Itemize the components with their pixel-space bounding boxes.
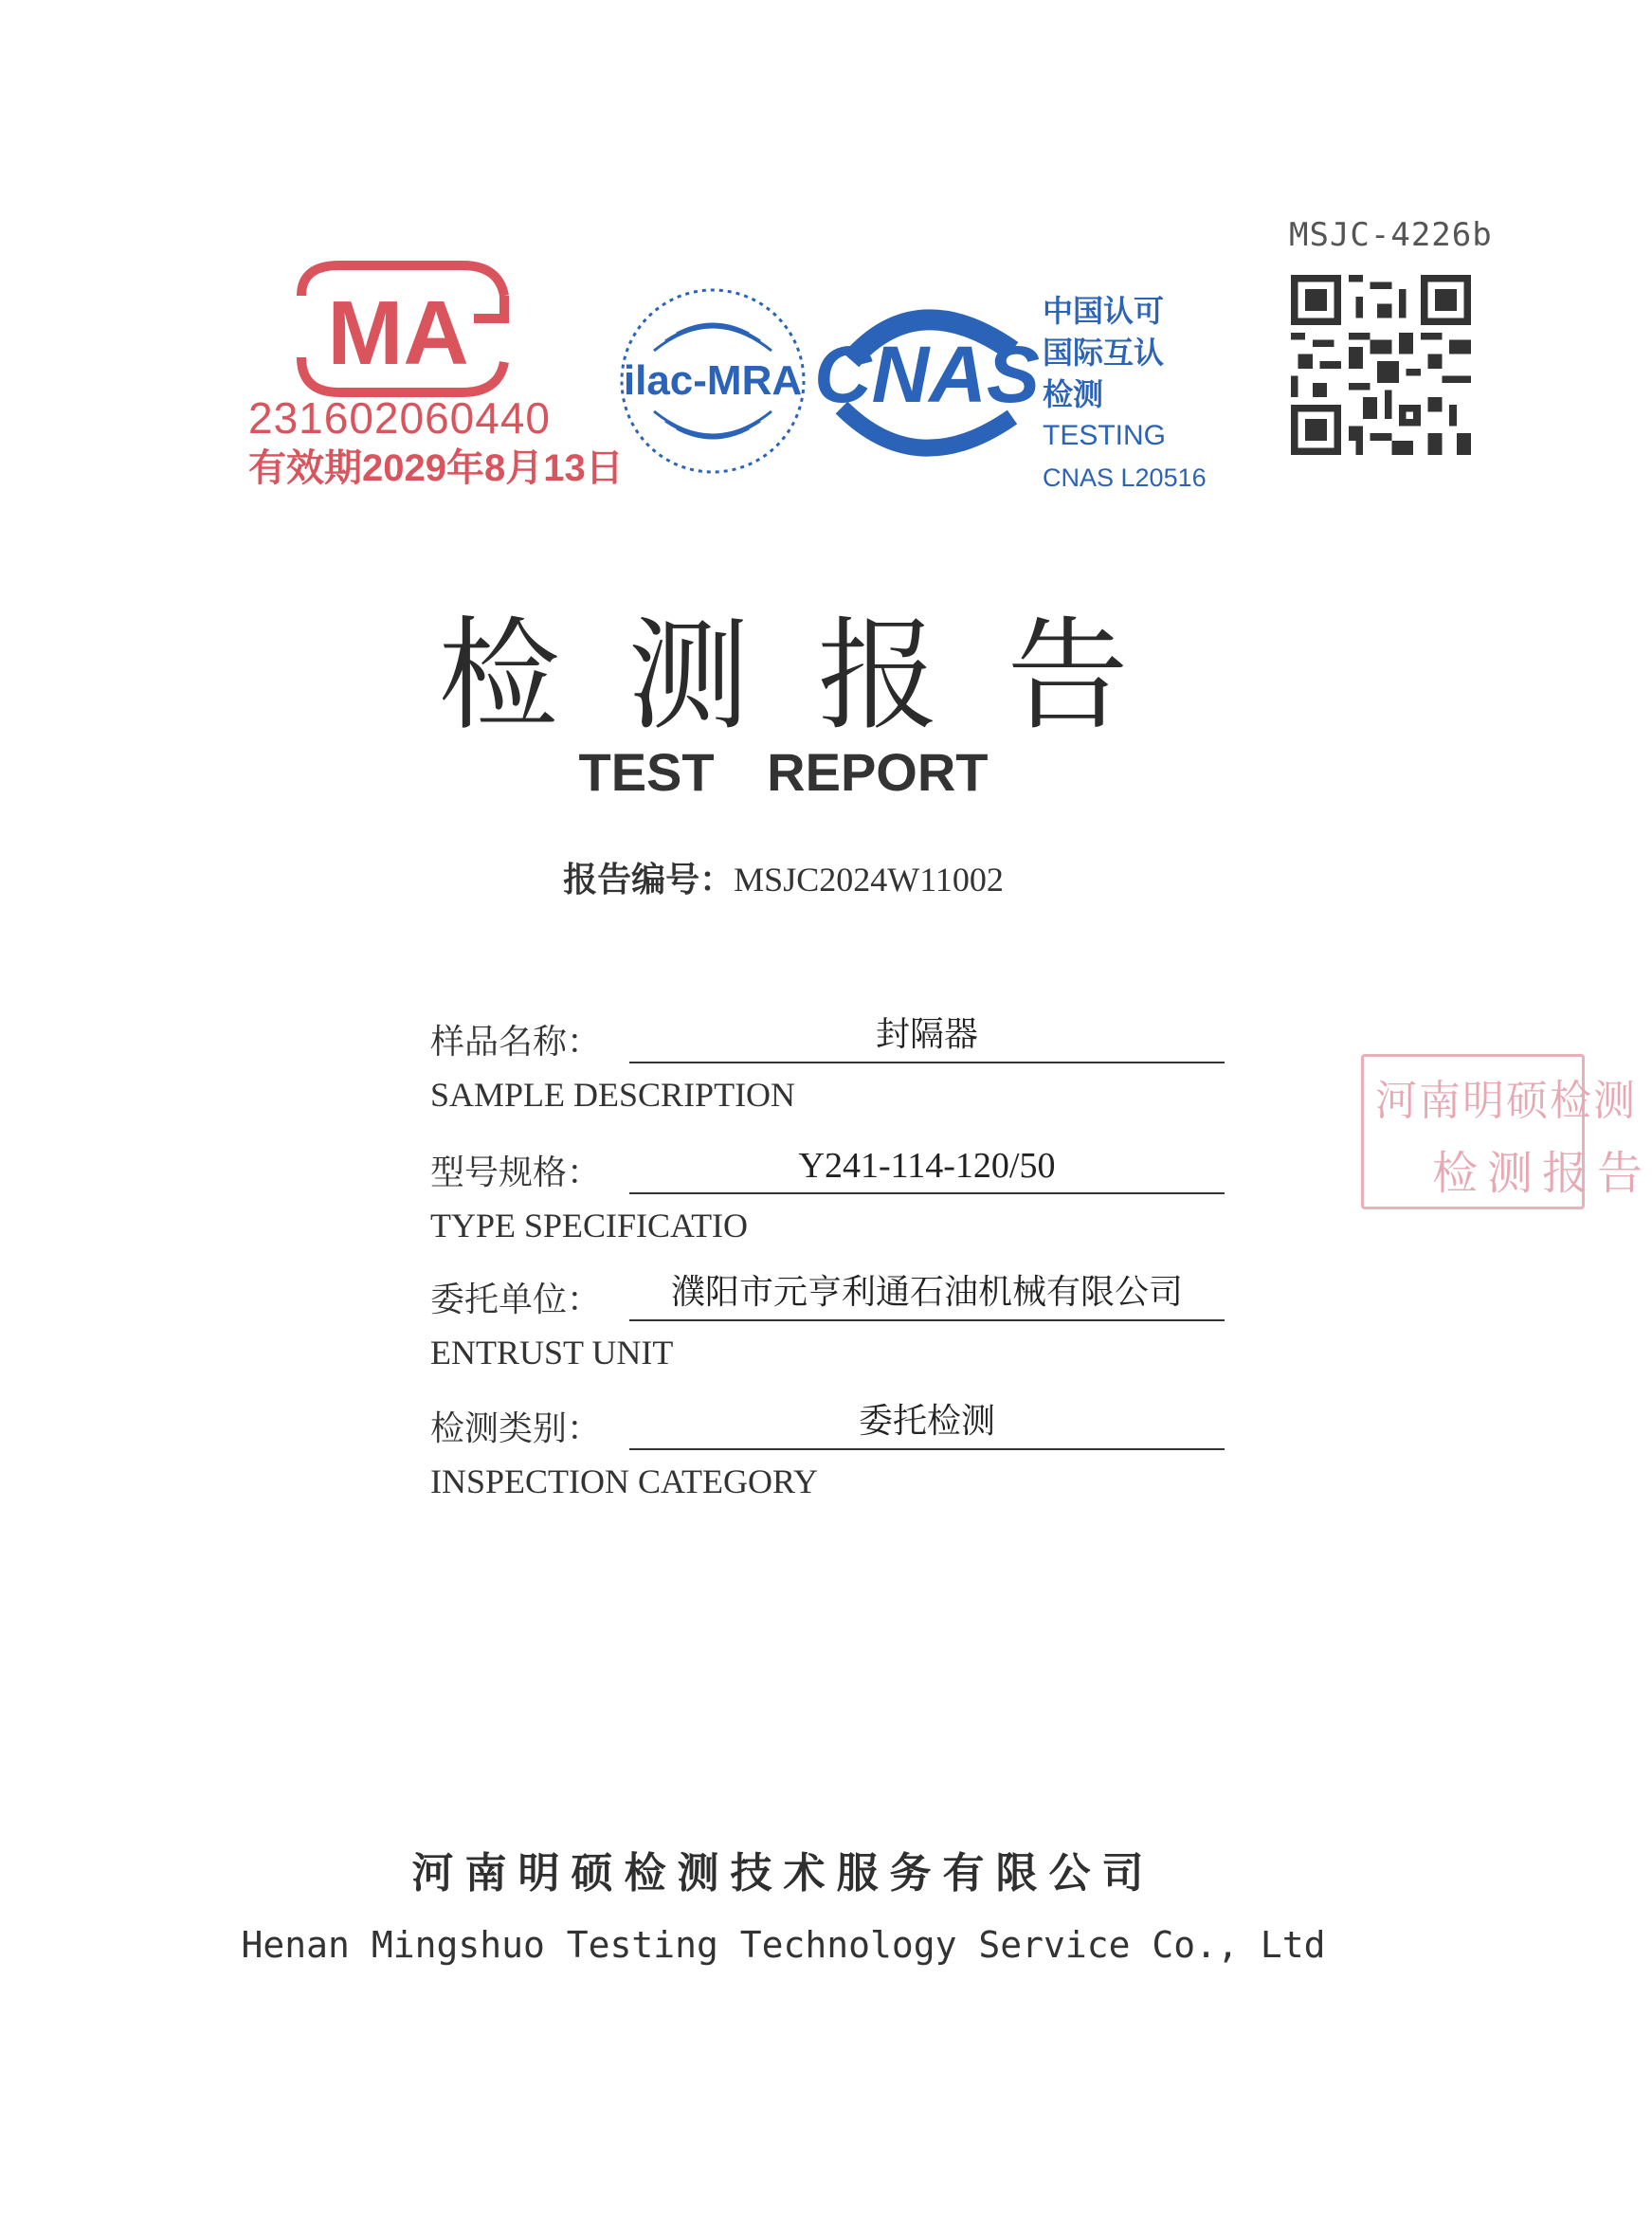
field-label: 委托单位：	[430, 1281, 602, 1319]
document-code: MSJC-4226b	[1289, 216, 1493, 254]
ilac-mra-logo	[616, 284, 810, 479]
cma-logo-text: MA	[327, 282, 469, 384]
cnas-line-2: 国际互认	[1043, 336, 1165, 370]
field-label-en: ENTRUST UNIT	[430, 1334, 674, 1371]
cnas-info	[1043, 290, 1207, 499]
cma-logo	[273, 258, 519, 400]
field-label: 型号规格：	[430, 1153, 602, 1192]
field-sample-description	[430, 1005, 1226, 1115]
cma-validity: 有效期2029年8月13日	[248, 447, 624, 489]
field-label-en: INSPECTION CATEGORY	[430, 1462, 819, 1500]
cnas-line-3: 检测	[1043, 377, 1104, 411]
field-label: 检测类别：	[430, 1409, 602, 1448]
report-number-label: 报告编号：	[563, 861, 735, 899]
field-type-specification	[430, 1135, 1226, 1245]
cnas-code: CNAS L20516	[1043, 463, 1207, 492]
seal-stamp-line-2: 检测报告	[1432, 1147, 1652, 1200]
cma-number: 231602060440	[248, 393, 551, 443]
field-value: 封隔器	[629, 1008, 1225, 1063]
cnas-line-1: 中国认可	[1043, 294, 1165, 328]
company-name-zh: 河南明硕检测技术服务有限公司	[411, 1849, 1155, 1898]
cnas-logo-text: CNAS	[813, 330, 1041, 419]
company-name-en: Henan Mingshuo Testing Technology Service Co., Ltd	[241, 1924, 1326, 1966]
field-label-en: SAMPLE DESCRIPTION	[430, 1076, 796, 1114]
report-number-value: MSJC2024W11002	[734, 861, 1004, 899]
report-number	[0, 853, 1567, 901]
field-value: 委托检测	[629, 1394, 1225, 1450]
cnas-line-4: TESTING	[1043, 420, 1167, 451]
field-value: 濮阳市元亨利通石油机械有限公司	[629, 1265, 1225, 1321]
report-title-en: TEST REPORT	[578, 742, 989, 802]
field-value: Y241-114-120/50	[629, 1145, 1225, 1194]
seal-stamp-line-1: 河南明硕检测	[1375, 1077, 1637, 1125]
field-label-en: TYPE SPECIFICATIO	[430, 1207, 749, 1244]
report-title-zh: 检测报告	[438, 606, 1197, 747]
cnas-logo	[813, 294, 1041, 474]
ilac-mra-logo-text: ilac-MRA	[623, 357, 803, 404]
field-entrust-unit	[430, 1262, 1226, 1372]
field-inspection-category	[430, 1391, 1226, 1501]
qr-code-icon[interactable]	[1291, 275, 1471, 455]
seal-stamp	[1361, 1054, 1652, 1209]
field-label: 样品名称：	[430, 1023, 602, 1062]
